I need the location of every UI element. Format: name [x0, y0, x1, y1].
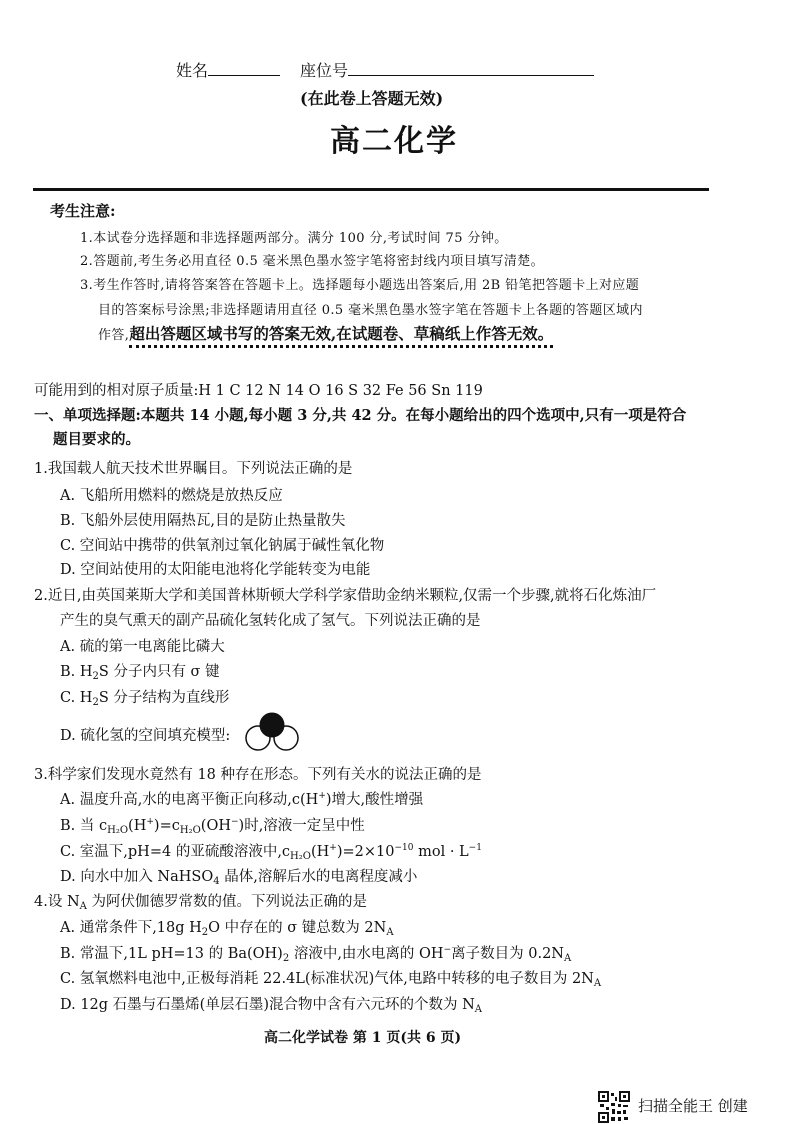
q3-option-a — [60, 788, 423, 809]
notice-item: 2.答题前,考生务必用直径 0.5 毫米黑色墨水签字笔将密封线内项目填写清楚。 — [80, 254, 545, 269]
text: (OH — [200, 818, 231, 834]
notice-item: 3.考生作答时,请将答案答在答题卡上。选择题每小题选出答案后,用 2B 铅笔把答题卡上对应题 — [80, 278, 640, 293]
text: (H — [310, 844, 330, 860]
subscript: 2 — [92, 697, 99, 708]
text: S 分子内只有 σ 键 — [98, 664, 220, 680]
seat-label: 座位号 — [300, 61, 349, 80]
page-title: 高二化学 — [330, 124, 458, 159]
name-label: 姓名 — [176, 61, 209, 80]
text: D. 12g 石墨与石墨烯(单层石墨)混合物中含有六元环的个数为 N — [60, 997, 475, 1013]
notice-item: 1.本试卷分选择题和非选择题两部分。满分 100 分,考试时间 75 分钟。 — [80, 231, 508, 246]
text: )=2×10 — [336, 844, 395, 860]
superscript: −1 — [468, 843, 482, 853]
text: C. 氢氧燃料电池中,正极每消耗 22.4L(标准状况)气体,电路中转移的电子数目为 2N — [60, 971, 594, 987]
text: )时,溶液一定呈中性 — [238, 818, 365, 834]
notice-last-prefix: 作答, — [98, 328, 130, 343]
text: 晶体,溶解后水的电离程度减小 — [219, 869, 418, 885]
text: O 中存在的 σ 键总数为 2N — [208, 920, 387, 936]
text: 4.设 N — [34, 894, 80, 910]
sulfur-atom-icon — [260, 713, 284, 737]
text: )=c — [153, 818, 180, 834]
text: B. H — [60, 664, 93, 680]
header-divider — [33, 188, 709, 191]
page-footer: 高二化学试卷 第 1 页(共 6 页) — [264, 1030, 462, 1046]
invalid-note: (在此卷上答题无效) — [300, 89, 444, 108]
notice-last-line — [98, 322, 553, 344]
scanner-brand-label: 扫描全能王 创建 — [638, 1097, 748, 1115]
subscript: H₂O — [179, 825, 201, 836]
text: B. 当 c — [60, 818, 108, 834]
q2-option-d: D. 硫化氢的空间填充模型: — [60, 728, 231, 744]
superscript: − — [443, 945, 452, 955]
text: mol · L — [413, 844, 469, 860]
atomic-masses: 可能用到的相对原子质量:H 1 C 12 N 14 O 16 S 32 Fe 56 Sn 119 — [34, 383, 483, 399]
text: C. 室温下,pH=4 的亚硫酸溶液中,c — [60, 844, 291, 860]
q1-option-b: B. 飞船外层使用隔热瓦,目的是防止热量散失 — [60, 513, 346, 529]
q2-option-a: A. 硫的第一电离能比磷大 — [60, 639, 225, 655]
subscript: A — [474, 1004, 483, 1015]
q3-option-b — [60, 814, 365, 836]
q3-option-d — [60, 865, 417, 887]
question-2-stem-cont: 产生的臭气熏天的副产品硫化氢转化成了氢气。下列说法正确的是 — [60, 613, 481, 629]
subscript: 4 — [213, 876, 220, 887]
text: 离子数目为 0.2N — [451, 946, 564, 962]
q1-option-a: A. 飞船所用燃料的燃烧是放热反应 — [60, 488, 283, 504]
question-4-stem — [34, 890, 367, 912]
text: 为阿伏伽德罗常数的值。下列说法正确的是 — [86, 894, 367, 910]
subscript: A — [386, 927, 394, 938]
question-1-stem: 1.我国载人航天技术世界瞩目。下列说法正确的是 — [34, 461, 353, 477]
q3-option-c — [60, 840, 482, 862]
question-3-stem: 3.科学家们发现水竟然有 18 种存在形态。下列有关水的说法正确的是 — [34, 767, 482, 783]
text: S 分子结构为直线形 — [98, 690, 230, 706]
section-heading: 一、单项选择题:本题共 14 小题,每小题 3 分,共 42 分。在每小题给出的四个选项中,只有一项是符合 — [34, 407, 687, 424]
superscript: + — [146, 817, 154, 827]
text: A. 温度升高,水的电离平衡正向移动,c(H — [60, 792, 319, 808]
subscript: H₂O — [290, 851, 311, 862]
subscript: A — [563, 953, 572, 964]
text: A. 通常条件下,18g H — [60, 920, 202, 936]
name-field — [176, 58, 280, 81]
text: )增大,酸性增强 — [325, 792, 424, 808]
text: C. H — [60, 690, 93, 706]
subscript: 2 — [92, 671, 99, 682]
q2-option-c — [60, 686, 229, 708]
subscript: 2 — [282, 953, 290, 964]
section-heading-cont: 题目要求的。 — [53, 431, 140, 448]
subscript: A — [593, 978, 602, 989]
superscript: + — [329, 843, 337, 853]
subscript: A — [79, 901, 87, 912]
q1-option-d: D. 空间站使用的太阳能电池将化学能转变为电能 — [60, 562, 371, 578]
seat-blank — [348, 61, 594, 76]
text: B. 常温下,1L pH=13 的 Ba(OH) — [60, 946, 283, 962]
subscript: H₂O — [107, 825, 129, 836]
subscript: 2 — [201, 927, 209, 938]
q1-option-c: C. 空间站中携带的供氧剂过氧化钠属于碱性氧化物 — [60, 538, 385, 554]
q4-option-d — [60, 993, 482, 1015]
superscript: + — [318, 791, 326, 801]
h2s-space-filling-model-icon — [243, 710, 303, 752]
name-blank — [208, 61, 280, 76]
q4-option-a — [60, 916, 394, 938]
seat-field — [300, 58, 594, 81]
notice-heading: 考生注意: — [50, 202, 116, 220]
notice-item: 目的答案标号涂黑;非选择题请用直径 0.5 毫米黑色墨水签字笔在答题卡上各题的答题区域内 — [98, 303, 643, 318]
superscript: −10 — [394, 843, 414, 853]
text: 溶液中,由水电离的 OH — [289, 946, 444, 962]
superscript: − — [230, 817, 239, 827]
text: (H — [128, 818, 147, 834]
q2-option-b — [60, 660, 220, 682]
qr-code-icon — [598, 1091, 630, 1123]
text: D. 向水中加入 NaHSO — [60, 869, 214, 885]
q4-option-c — [60, 967, 601, 989]
notice-emphasis: 超出答题区域书写的答案无效,在试题卷、草稿纸上作答无效。 — [129, 324, 553, 348]
q4-option-b — [60, 942, 571, 964]
question-2-stem: 2.近日,由英国莱斯大学和美国普林斯顿大学科学家借助金纳米颗粒,仅需一个步骤,就将石化炼油厂 — [34, 588, 657, 604]
